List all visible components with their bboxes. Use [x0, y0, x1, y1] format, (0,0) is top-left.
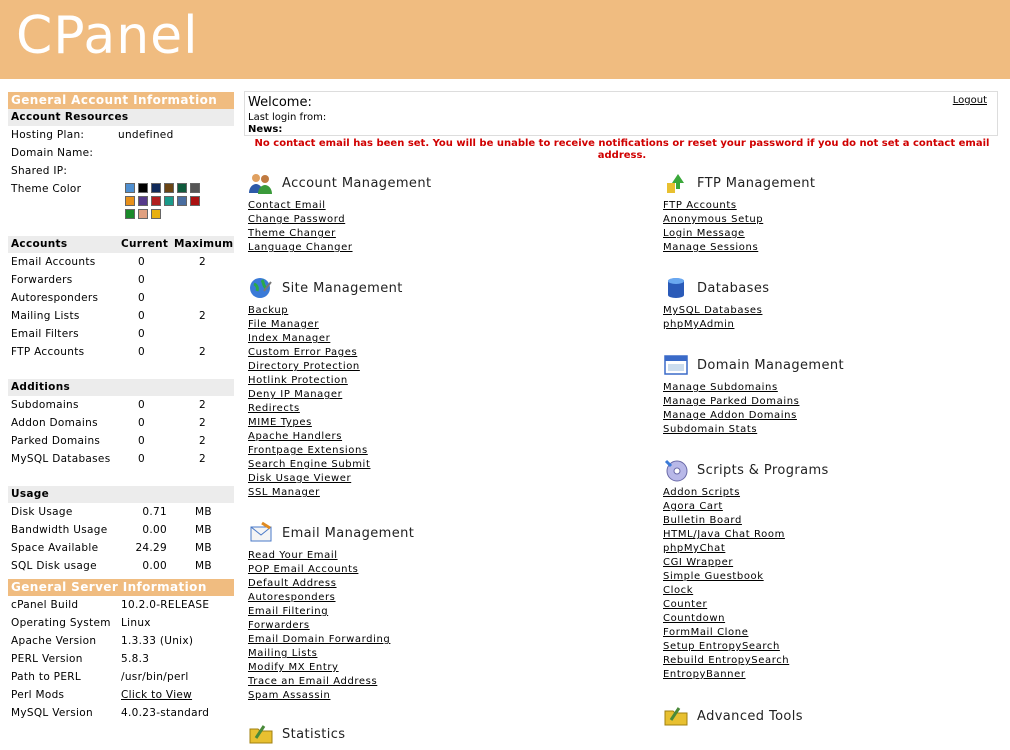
count-row	[8, 414, 234, 432]
usage-value: 0.00	[142, 560, 167, 572]
theme-color-row	[8, 180, 234, 224]
count-maximum: 2	[199, 435, 206, 447]
usage-label: Space Available	[11, 542, 99, 554]
section-header	[248, 171, 432, 195]
section-link[interactable]: Deny IP Manager	[248, 389, 343, 400]
section-link[interactable]: Subdomain Stats	[663, 424, 758, 435]
section-links	[248, 199, 353, 255]
site-management-section	[248, 276, 403, 500]
section-link[interactable]: Backup	[248, 305, 289, 316]
usage-unit: MB	[195, 506, 212, 518]
server-label: Operating System	[11, 617, 111, 629]
contact-email-warning: No contact email has been set. You will be unable to receive notifications or reset your password if you do not set a contact email address.	[254, 138, 990, 161]
info-row	[8, 162, 234, 180]
section-link[interactable]: Read Your Email	[248, 550, 338, 561]
count-label: Parked Domains	[11, 435, 101, 447]
usage-row	[8, 557, 234, 575]
section-link[interactable]: Manage Parked Domains	[663, 396, 800, 407]
section-link[interactable]: Agora Cart	[663, 501, 723, 512]
section-link[interactable]: Bulletin Board	[663, 515, 742, 526]
server-label: cPanel Build	[11, 599, 79, 611]
section-header	[248, 521, 415, 545]
theme-color-swatch[interactable]	[151, 209, 161, 219]
section-link[interactable]: Simple Guestbook	[663, 571, 764, 582]
section-link[interactable]: Manage Subdomains	[663, 382, 778, 393]
section-link[interactable]: Theme Changer	[248, 228, 336, 239]
section-header	[663, 458, 829, 482]
section-title: Account Management	[282, 176, 432, 191]
theme-color-swatch[interactable]	[164, 183, 174, 193]
usage-row	[8, 521, 234, 539]
server-label: Apache Version	[11, 635, 97, 647]
header-bar	[0, 0, 1010, 79]
email-management-section	[248, 521, 415, 703]
section-link[interactable]: phpMyChat	[663, 543, 726, 554]
usage-unit: MB	[195, 524, 212, 536]
account-info-title: General Account Information	[8, 92, 234, 109]
section-link[interactable]: Search Engine Submit	[248, 459, 371, 470]
count-row	[8, 450, 234, 468]
sidebar	[8, 92, 234, 722]
section-link[interactable]: Modify MX Entry	[248, 662, 339, 673]
section-link[interactable]: Manage Sessions	[663, 242, 759, 253]
section-link[interactable]: HTML/Java Chat Room	[663, 529, 785, 540]
users-icon	[248, 171, 274, 195]
account-management-section	[248, 171, 432, 255]
section-title: Advanced Tools	[697, 709, 803, 724]
section-link[interactable]: MySQL Databases	[663, 305, 763, 316]
welcome-box	[244, 91, 998, 136]
section-title: Scripts & Programs	[697, 463, 829, 478]
section-link[interactable]: Directory Protection	[248, 361, 360, 372]
theme-color-swatch[interactable]	[177, 196, 187, 206]
section-link[interactable]: Clock	[663, 585, 694, 596]
count-current: 0	[138, 399, 145, 411]
theme-color-swatch[interactable]	[138, 196, 148, 206]
count-current: 0	[138, 256, 145, 268]
section-link[interactable]: SSL Manager	[248, 487, 320, 498]
theme-color-swatch[interactable]	[151, 196, 161, 206]
section-title: Statistics	[282, 727, 346, 742]
usage-row	[8, 503, 234, 521]
count-label: Forwarders	[11, 274, 73, 286]
count-current: 0	[138, 274, 145, 286]
theme-color-swatch[interactable]	[125, 196, 135, 206]
section-link[interactable]: Spam Assassin	[248, 690, 331, 701]
theme-color-swatch[interactable]	[138, 209, 148, 219]
section-link[interactable]: Index Manager	[248, 333, 331, 344]
server-row	[8, 704, 234, 722]
server-row	[8, 650, 234, 668]
section-link[interactable]: Language Changer	[248, 242, 353, 253]
section-link[interactable]: Countdown	[663, 613, 726, 624]
scripts-programs-section	[663, 458, 829, 682]
info-label: Hosting Plan:	[11, 129, 85, 141]
section-link[interactable]: Change Password	[248, 214, 346, 225]
section-links	[663, 486, 789, 682]
perl-mods-link[interactable]: Click to View	[121, 689, 193, 701]
news-label: News:	[248, 124, 283, 135]
upload-arrow-icon	[663, 171, 689, 195]
section-header	[663, 353, 845, 377]
section-link[interactable]: Counter	[663, 599, 708, 610]
info-value: undefined	[118, 129, 174, 141]
usage-head: Usage	[8, 486, 234, 503]
count-label: Autoresponders	[11, 292, 99, 304]
count-label: FTP Accounts	[11, 346, 85, 358]
section-link[interactable]: Forwarders	[248, 620, 310, 631]
maximum-col-header: Maximum	[174, 238, 234, 250]
section-title: Email Management	[282, 526, 415, 541]
accounts-head	[8, 236, 234, 253]
section-links	[248, 304, 370, 500]
section-link[interactable]: Setup EntropySearch	[663, 641, 780, 652]
theme-color-swatch[interactable]	[190, 183, 200, 193]
info-label: Theme Color	[11, 183, 82, 195]
folder-icon	[248, 722, 274, 746]
section-link[interactable]: phpMyAdmin	[663, 319, 735, 330]
count-maximum: 2	[199, 346, 206, 358]
count-maximum: 2	[199, 399, 206, 411]
cpanel-logo: CPanel	[16, 6, 199, 66]
usage-unit: MB	[195, 560, 212, 572]
envelope-icon	[248, 521, 274, 545]
logout-link[interactable]: Logout	[952, 95, 987, 106]
count-current: 0	[138, 310, 145, 322]
server-value: /usr/bin/perl	[121, 671, 189, 683]
server-value: Linux	[121, 617, 151, 629]
server-row	[8, 632, 234, 650]
server-label: PERL Version	[11, 653, 83, 665]
section-title: Domain Management	[697, 358, 845, 373]
theme-color-swatch[interactable]	[177, 183, 187, 193]
section-links	[248, 549, 390, 703]
count-current: 0	[138, 292, 145, 304]
count-row	[8, 289, 234, 307]
count-row	[8, 396, 234, 414]
section-link[interactable]: File Manager	[248, 319, 319, 330]
info-label: Shared IP:	[11, 165, 68, 177]
last-login: Last login from:	[248, 112, 327, 123]
section-link[interactable]: Autoresponders	[248, 592, 336, 603]
domain-management-section	[663, 353, 845, 437]
count-maximum: 2	[199, 453, 206, 465]
server-value: 5.8.3	[121, 653, 150, 665]
usage-value: 0.00	[142, 524, 167, 536]
section-title: Databases	[697, 281, 770, 296]
count-row	[8, 271, 234, 289]
section-links	[663, 199, 763, 255]
section-link[interactable]: FormMail Clone	[663, 627, 749, 638]
theme-color-swatch[interactable]	[151, 183, 161, 193]
count-maximum: 2	[199, 256, 206, 268]
info-row	[8, 144, 234, 162]
count-current: 0	[138, 435, 145, 447]
server-label: MySQL Version	[11, 707, 93, 719]
ftp-management-section	[663, 171, 816, 255]
section-link[interactable]: Apache Handlers	[248, 431, 343, 442]
usage-label: SQL Disk usage	[11, 560, 97, 572]
server-row	[8, 596, 234, 614]
section-link[interactable]: Login Message	[663, 228, 745, 239]
usage-unit: MB	[195, 542, 212, 554]
theme-color-swatch[interactable]	[138, 183, 148, 193]
section-link[interactable]: CGI Wrapper	[663, 557, 734, 568]
folder-icon	[663, 704, 689, 728]
section-link[interactable]: Rebuild EntropySearch	[663, 655, 790, 666]
server-value: 10.2.0-RELEASE	[121, 599, 210, 611]
section-link[interactable]: FTP Accounts	[663, 200, 737, 211]
count-row	[8, 343, 234, 361]
server-value: 4.0.23-standard	[121, 707, 210, 719]
count-current: 0	[138, 453, 145, 465]
theme-color-swatches	[125, 183, 200, 219]
usage-label: Disk Usage	[11, 506, 73, 518]
usage-row	[8, 539, 234, 557]
usage-value: 24.29	[135, 542, 167, 554]
server-row	[8, 686, 234, 704]
count-current: 0	[138, 346, 145, 358]
server-label: Path to PERL	[11, 671, 81, 683]
section-title: Site Management	[282, 281, 403, 296]
section-link[interactable]: Addon Scripts	[663, 487, 741, 498]
theme-color-swatch[interactable]	[190, 196, 200, 206]
usage-label: Bandwidth Usage	[11, 524, 108, 536]
count-current: 0	[138, 328, 145, 340]
count-row	[8, 253, 234, 271]
theme-color-swatch[interactable]	[125, 183, 135, 193]
section-link[interactable]: Redirects	[248, 403, 300, 414]
count-row	[8, 432, 234, 450]
section-link[interactable]: Email Filtering	[248, 606, 329, 617]
cd-icon	[663, 458, 689, 482]
count-label: MySQL Databases	[11, 453, 111, 465]
server-info-title: General Server Information	[8, 579, 234, 596]
section-link[interactable]: Anonymous Setup	[663, 214, 764, 225]
database-icon	[663, 276, 689, 300]
count-label: Email Filters	[11, 328, 79, 340]
section-link[interactable]: Hotlink Protection	[248, 375, 348, 386]
section-link[interactable]: Custom Error Pages	[248, 347, 358, 358]
server-row	[8, 614, 234, 632]
server-value: 1.3.33 (Unix)	[121, 635, 194, 647]
account-resources-head: Account Resources	[8, 109, 234, 126]
section-link[interactable]: Disk Usage Viewer	[248, 473, 352, 484]
additions-head: Additions	[8, 379, 234, 396]
count-current: 0	[138, 417, 145, 429]
theme-color-swatch[interactable]	[125, 209, 135, 219]
databases-section	[663, 276, 770, 332]
section-links	[663, 381, 799, 437]
section-links	[663, 304, 762, 332]
globe-icon	[248, 276, 274, 300]
section-link[interactable]: POP Email Accounts	[248, 564, 359, 575]
server-value	[121, 686, 192, 704]
section-link[interactable]: Frontpage Extensions	[248, 445, 368, 456]
section-link[interactable]: Email Domain Forwarding	[248, 634, 391, 645]
count-label: Mailing Lists	[11, 310, 80, 322]
info-row	[8, 126, 234, 144]
section-header	[663, 171, 816, 195]
welcome-title: Welcome:	[248, 95, 312, 110]
section-link[interactable]: Mailing Lists	[248, 648, 318, 659]
count-label: Email Accounts	[11, 256, 96, 268]
section-link[interactable]: Trace an Email Address	[248, 676, 378, 687]
section-title: FTP Management	[697, 176, 816, 191]
count-maximum: 2	[199, 310, 206, 322]
section-header	[248, 276, 403, 300]
window-icon	[663, 353, 689, 377]
section-link[interactable]: Manage Addon Domains	[663, 410, 797, 421]
count-row	[8, 325, 234, 343]
section-link[interactable]: Default Address	[248, 578, 337, 589]
current-col-header: Current	[121, 238, 169, 250]
count-row	[8, 307, 234, 325]
theme-color-swatch[interactable]	[164, 196, 174, 206]
usage-value: 0.71	[142, 506, 167, 518]
server-label: Perl Mods	[11, 689, 65, 701]
info-label: Domain Name:	[11, 147, 94, 159]
count-label: Subdomains	[11, 399, 79, 411]
count-label: Addon Domains	[11, 417, 98, 429]
server-row	[8, 668, 234, 686]
section-link[interactable]: Contact Email	[248, 200, 326, 211]
section-link[interactable]: EntropyBanner	[663, 669, 746, 680]
section-header	[663, 276, 770, 300]
accounts-head-label: Accounts	[11, 238, 68, 250]
section-link[interactable]: MIME Types	[248, 417, 312, 428]
count-maximum: 2	[199, 417, 206, 429]
